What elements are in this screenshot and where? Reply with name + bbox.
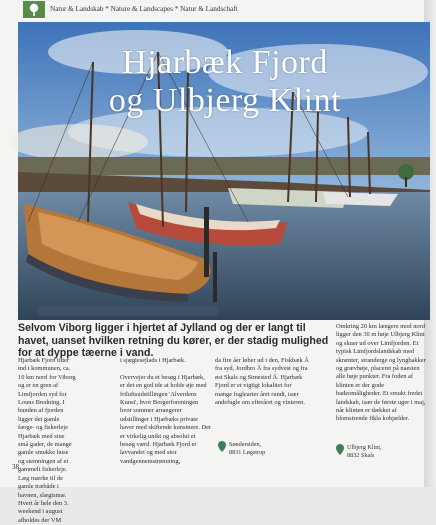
title-line-2: og Ulbjerg Klint (108, 82, 342, 119)
map-pin-icon (336, 444, 344, 455)
address-ulbjerg-line-1: Ulbjerg Klint, (347, 444, 382, 451)
column-3-text: da fire åer løber ud i den, Fiskbæk Å fra syd, Jordbro Å fra sydvest og fra øst Skals og Simested Å. Hjarbæk Fjord er et vigtigt lokalitet for mange fuglearter året rundt, især andefugle om efteråret og vinteren. (215, 357, 309, 407)
address-hjarbaek-line-1: Søndersiden, (229, 441, 262, 448)
tree-logo-icon (23, 1, 45, 18)
body-column-4 (336, 323, 428, 424)
body-column-3 (215, 357, 309, 407)
address-hjarbaek-line-2: 8831 Løgstrup (229, 449, 266, 456)
intro-paragraph: Selvom Viborg ligger i hjertet af Jylland og der er langt til havet, uanset hvilken retning du kører, er der stadig mulighed for at dyppe tæerne i vand. (18, 322, 329, 359)
address-hjarbaek (229, 441, 265, 457)
body-column-1 (18, 357, 76, 525)
page-number: 38 (12, 463, 19, 471)
column-4-text: Omkring 20 km længere mod nord ligger den 30 m høje Ulbjerg Klint og skuer ud over Limfjorden. Et typisk Limfjordslandskab med skrænter, stranderge og lyngbakker og grævbøje, placeret på naesten alle høje punkter. Fra foden af klinten er der gode badeomåligheder. Et smukt fredet landskab, især de første uger i maj, når klinten er dækket af blomstrende fikla kobjælder. (336, 323, 426, 423)
column-1-text: Hjarbæk Fjord titter ind i kommunen, ca. 10 km nord for Viborg og er en gren af Limfjorden syd for Louns Bredning. I bunden af fjorden ligger det gamle færge- og fiskerleje Hjarbæk med sine små gader, de mange gamle smukke huse og stemningen af et gammelt fiskerleje. Læg mærke til de gamle træbåde i havnen, slægtsmæ. Hvert år hele den 3. weekend i august afholdes der VM (18, 357, 76, 524)
map-pin-icon (218, 441, 226, 452)
page-header (0, 0, 436, 22)
address-ulbjerg (347, 444, 382, 460)
article-title (30, 44, 420, 120)
body-column-2 (120, 357, 211, 466)
section-header: Natur & Landskab * Nature & Landscapes * Natur & Landschaft (50, 5, 238, 13)
address-ulbjerg-line-2: 8832 Skals (347, 452, 375, 459)
column-2-text: i sjægtesejlads i Hjarbæk. Overvejer du et besøg i Hjarbæk, er det en god ide at holde øje med friluftsudstillingen 'Alverdens Kunst', hvor Borgerforeningen hvor sommer arrangerer udstillinger i Hjarbæks private haver med skiftende kunstnere. Det er virkelig unikt og absolut et besøg værd. Hjarbæk Fjord er lavvandet og med stor vandgennemstrømning, (120, 357, 211, 465)
title-line-1: Hjarbæk Fjord (122, 44, 328, 81)
